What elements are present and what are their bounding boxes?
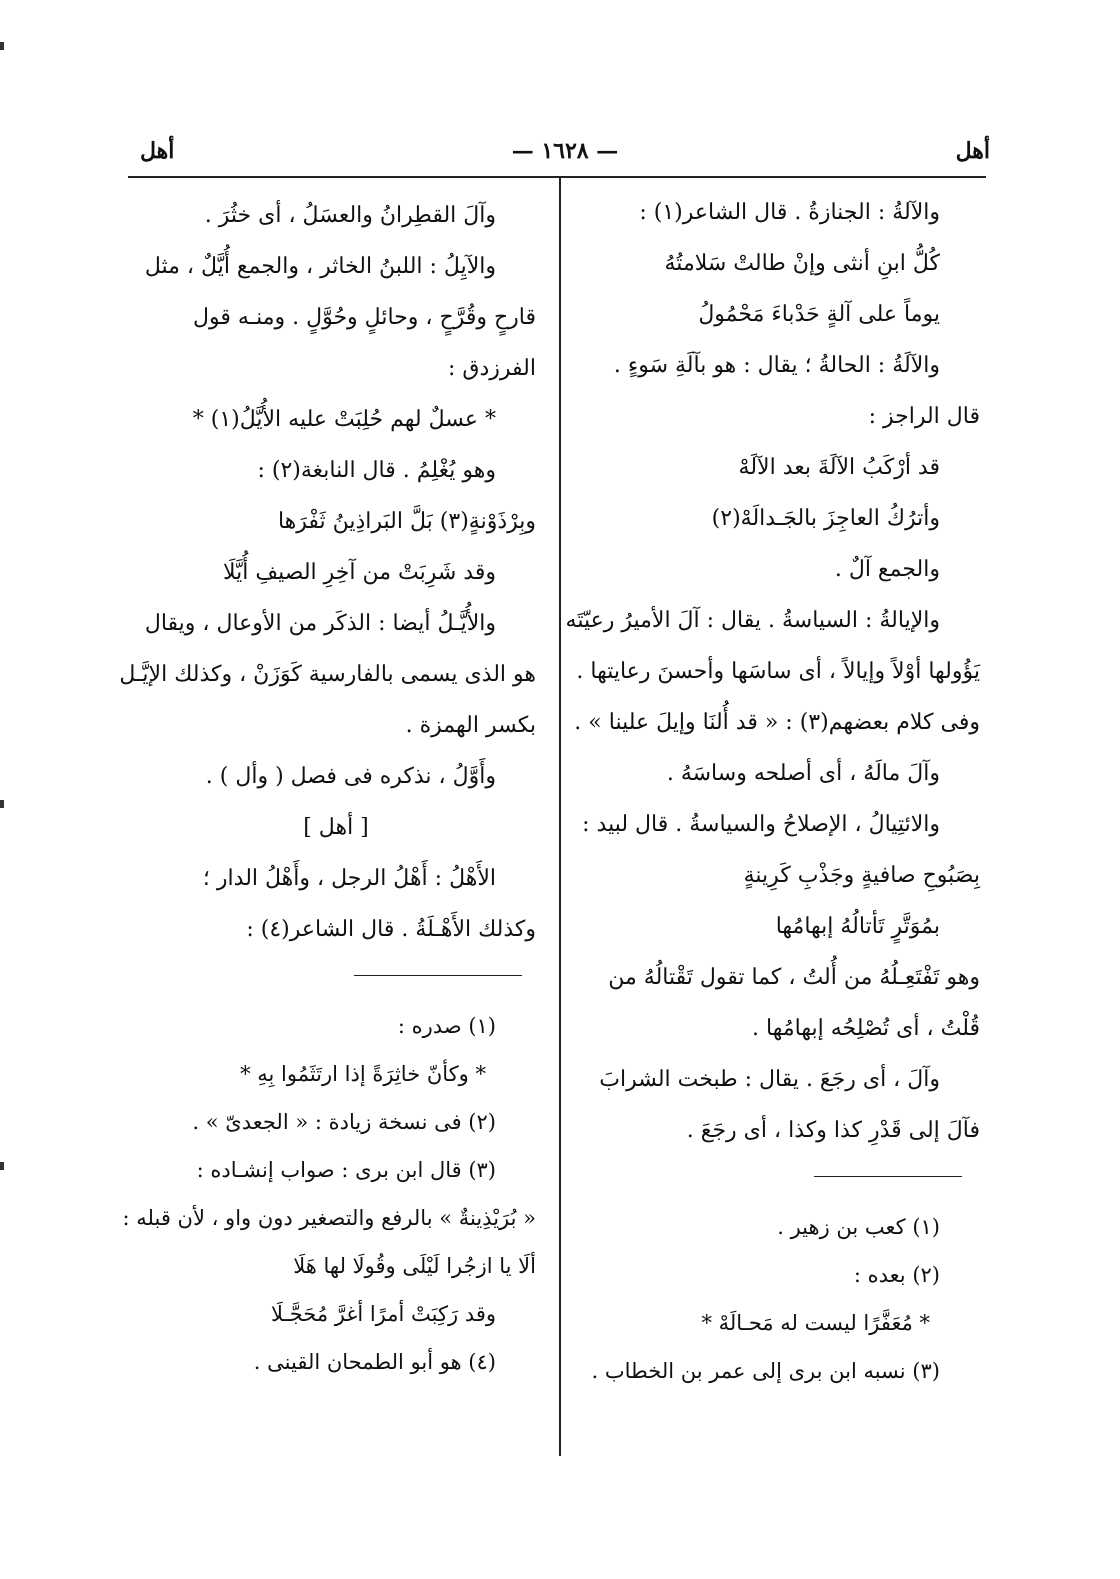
text-line: وآلَ مالَهُ ، أى أصلحه وساسَهُ . xyxy=(666,761,940,786)
verse-line: بِصَبُوحِ صافيةٍ وجَذْبِ كَرِينةٍ xyxy=(743,863,980,888)
text-line: والجمع آلٌ . xyxy=(834,557,940,582)
header-rule xyxy=(128,176,986,178)
scan-mark xyxy=(0,1162,4,1170)
text-line: بكسر الهمزة . xyxy=(405,713,536,738)
footnote-verse: * مُعَفَّرًا ليست له مَحـالَهْ * xyxy=(701,1311,930,1335)
verse-line: وقد شَرِبَتْ من آخِرِ الصيفِ أُيَّلَا xyxy=(222,560,496,585)
page-number: — ١٦٢٨ — xyxy=(511,138,619,164)
text-line: فآلَ إلى قَدْرِ كذا وكذا ، أى رجَعَ . xyxy=(686,1118,980,1143)
footnote: (٢) فى نسخة زيادة : « الجعدىّ » . xyxy=(192,1110,496,1134)
text-line: الأَهْلُ : أَهْلُ الرجل ، وأَهْلُ الدار ؛ xyxy=(202,866,496,891)
text-line: وأَوَّلُ ، نذكره فى فصل ( وأل ) . xyxy=(205,764,496,789)
footnote: (١) كعب بن زهير . xyxy=(777,1215,940,1239)
text-line: وآلَ القطِرانُ والعسَلُ ، أى خثُرَ . xyxy=(204,203,496,228)
footnote-separator xyxy=(354,975,522,978)
verse-line: كُلُّ ابنِ أنثى وإنْ طالتْ سَلامتُهُ xyxy=(664,251,940,276)
verse-line: يوماً على آلةٍ حَدْباءَ مَحْمُولُ xyxy=(698,302,940,327)
footnotes xyxy=(582,1203,980,1395)
right-column xyxy=(565,187,980,1395)
verse-line: قد أرْكَبُ الآلَةَ بعد الآلَهْ xyxy=(738,455,940,480)
footnote: « بُرَيْذِينةٌ » بالرفع والتصغير دون واو ، لأن قبله : xyxy=(122,1206,536,1230)
text-line: والآلةُ : الجنازةُ . قال الشاعر(١) : xyxy=(639,200,940,225)
text-line: والأُيَّـلُ أيضا : الذكَر من الأوعال ، ويقال xyxy=(144,611,496,636)
text-line: وآلَ ، أى رجَعَ . يقال : طبخت الشرابَ xyxy=(599,1067,940,1092)
text-line: يَؤُولها أوْلاً وإيالاً ، أى ساسَها وأحسنَ رعايتها . xyxy=(576,659,980,684)
text-line: والائتِيالُ ، الإصلاحُ والسياسةُ . قال لبيد : xyxy=(582,812,940,837)
verse-line: * عسلٌ لهم حُلِبَتْ عليه الأُيَّلُ(١) * xyxy=(192,407,496,432)
text-line: قال الراجز : xyxy=(868,404,980,429)
text-line: والآيِلُ : اللبنُ الخاثر ، والجمع أُيَّلٌ ، مثل xyxy=(144,254,496,279)
left-column xyxy=(119,190,536,1386)
text-line: قُلْتُ ، أى تُصْلِحُه إبهامُها . xyxy=(752,1016,980,1041)
footnote-verse: ألَا يا ازجُرا لَيْلَى وقُولَا لها هَلَا xyxy=(293,1254,536,1278)
footnote: (٢) بعده : xyxy=(853,1263,940,1287)
footnote: (٤) هو أبو الطمحان القينى . xyxy=(253,1350,496,1374)
verse-line: وأترُكُ العاجِزَ بالجَـدالَهْ(٢) xyxy=(711,506,940,531)
verse-line: بمُوَتَّرٍ تَأتالُهُ إبهامُها xyxy=(775,914,940,939)
text-line: والآلَةُ : الحالةُ ؛ يقال : هو بآلَةِ سَوءٍ . xyxy=(613,353,940,378)
column-divider xyxy=(559,176,561,1456)
footnote: (٣) قال ابن برى : صواب إنشـاده : xyxy=(196,1158,496,1182)
text-line: هو الذى يسمى بالفارسية كَوَزَنْ ، وكذلك الإيَّـل xyxy=(119,662,536,687)
footnotes xyxy=(122,1002,536,1386)
text-line: والإيالةُ : السياسةُ . يقال : آلَ الأميرُ رعيّتَه xyxy=(565,608,940,633)
footnote-separator xyxy=(814,1176,962,1179)
entry-heading: [ أهل ] xyxy=(303,815,369,840)
page-header xyxy=(140,138,990,178)
text-line: الفرزدق : xyxy=(448,356,536,381)
text-line: وهو تَفْتَعِـلُهُ من أُلتُ ، كما تقول تَقْتالُهُ من xyxy=(608,965,980,990)
text-line: وكذلك الأَهْـلَةُ . قال الشاعر(٤) : xyxy=(246,917,536,942)
header-left-entry-word: أهل xyxy=(140,138,175,164)
text-line: وفى كلام بعضهم(٣) : « قد أُلنَا وإيلَ علينا » . xyxy=(574,710,980,735)
footnote: (٣) نسبه ابن برى إلى عمر بن الخطاب . xyxy=(591,1359,940,1383)
footnote-verse: * وكأنّ خاثِرَةً إذا ارتَثَمُوا بِهِ * xyxy=(240,1062,486,1086)
footnote-verse: وقد رَكِبَتْ أمرًا أغرَّ مُحَجَّـلَا xyxy=(271,1302,496,1326)
verse-line: وبِرْذَوْنةٍ(٣) بَلَّ البَراذِينُ ثَفْرَها xyxy=(277,509,536,534)
scan-mark xyxy=(0,800,4,808)
footnote: (١) صدره : xyxy=(397,1014,496,1038)
header-right-entry-word: أهل xyxy=(955,138,990,164)
scan-mark xyxy=(0,42,4,50)
text-line: وهو يُغْلِمُ . قال النابغة(٢) : xyxy=(257,458,496,483)
text-line: قارحٍ وقُرَّحٍ ، وحائلٍ وحُوَّلٍ . ومنـه قول xyxy=(192,305,536,330)
